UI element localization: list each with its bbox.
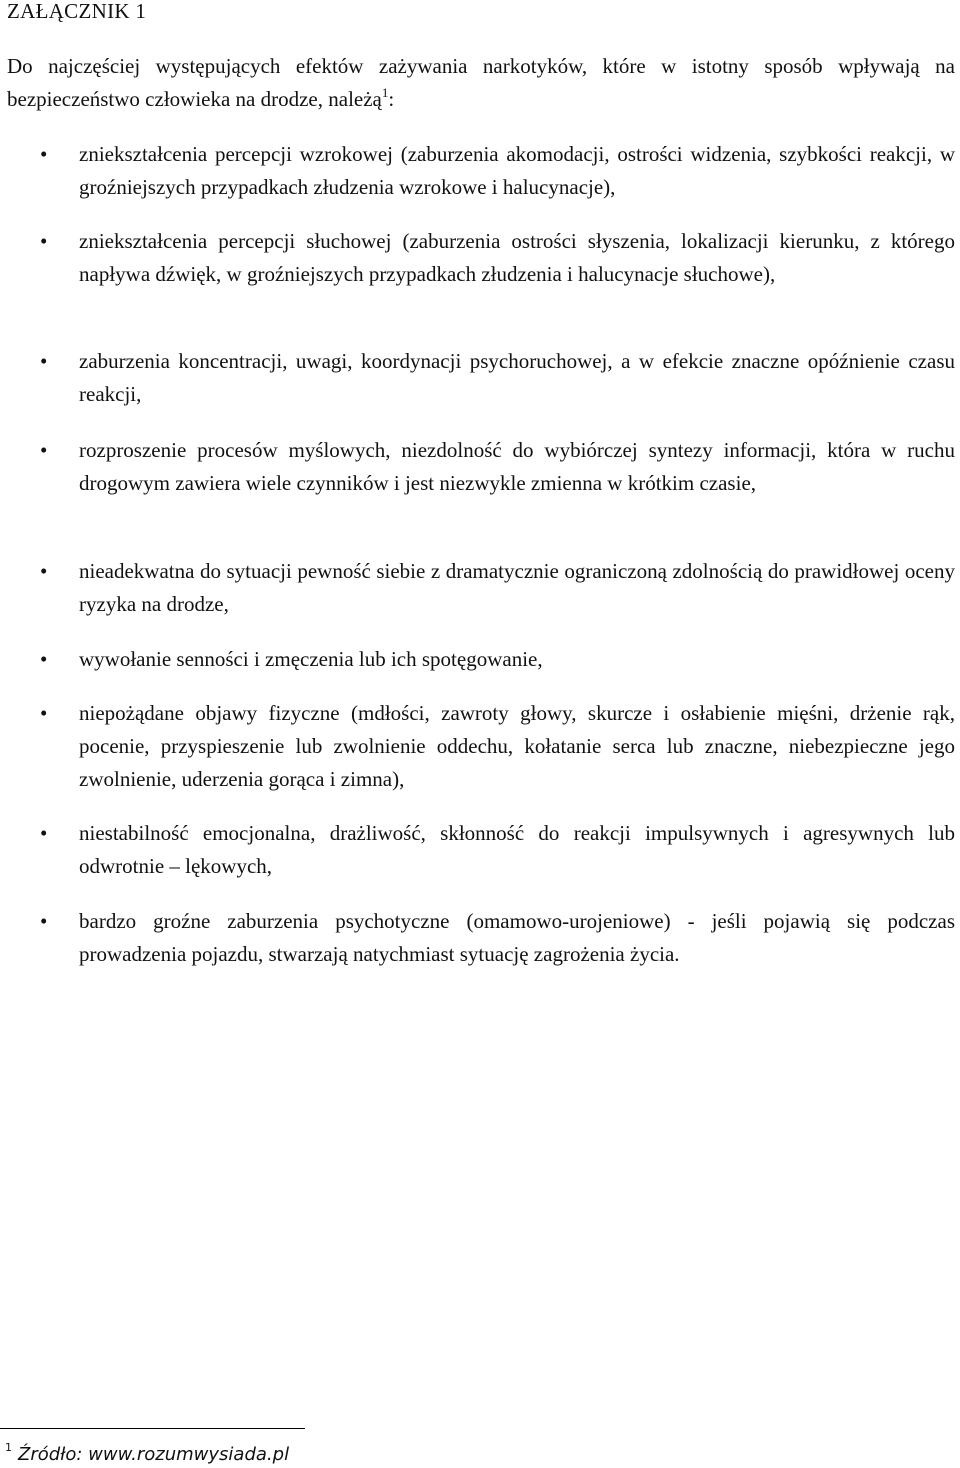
list-item-text: bardzo groźne zaburzenia psychotyczne (omamowo-urojeniowe) - jeśli pojawią się podczas prowadzenia pojazdu, stwarzają natychmiast sytuację zagrożenia życia. (79, 909, 955, 966)
footnote-number: 1 (5, 1441, 12, 1454)
list-item-text: nieadekwatna do sytuacji pewność siebie z dramatycznie ograniczoną zdolnością do prawidłowej oceny ryzyka na drodze, (79, 559, 955, 616)
bullet-icon: • (40, 647, 48, 671)
bullet-icon: • (40, 909, 48, 933)
list-item-text: zniekształcenia percepcji słuchowej (zaburzenia ostrości słyszenia, lokalizacji kierunku, z którego napływa dźwięk, w groźniejszych przypadkach złudzenia i halucynacje słuchowe), (79, 229, 955, 286)
bullet-icon: • (40, 229, 48, 253)
footnote-reference[interactable]: 1 (381, 85, 389, 100)
list-item-text: rozproszenie procesów myślowych, niezdolność do wybiórczej syntezy informacji, która w ruchu drogowym zawiera wiele czynników i jest niezwykle zmienna w krótkim czasie, (79, 438, 955, 495)
bullet-icon: • (40, 559, 48, 583)
footnote-source: Źródło: www.rozumwysiada.pl (18, 1444, 290, 1465)
footnote-separator (0, 1428, 305, 1429)
intro-suffix: : (388, 87, 395, 111)
list-item-text: wywołanie senności i zmęczenia lub ich spotęgowanie, (79, 647, 543, 671)
list-item-text: niepożądane objawy fizyczne (mdłości, zawroty głowy, skurcze i osłabienie mięśni, drżenie rąk, pocenie, przyspieszenie lub zwolnienie oddechu, kołatanie serca lub znaczne, niebezpieczne jego zwolnienie, uderzenia gorąca i zimna), (79, 701, 955, 791)
bullet-icon: • (40, 701, 48, 725)
bullet-icon: • (40, 142, 48, 166)
list-item-text: zaburzenia koncentracji, uwagi, koordynacji psychoruchowej, a w efekcie znaczne opóźnienie czasu reakcji, (79, 349, 955, 406)
list-item-text: niestabilność emocjonalna, drażliwość, skłonność do reakcji impulsywnych i agresywnych lub odwrotnie – lękowych, (79, 821, 955, 878)
footnote (5, 1436, 289, 1467)
intro-paragraph (7, 50, 955, 116)
list-item-text: zniekształcenia percepcji wzrokowej (zaburzenia akomodacji, ostrości widzenia, szybkości reakcji, w groźniejszych przypadkach złudzenia wzrokowe i halucynacje), (79, 142, 955, 199)
bullet-icon: • (40, 821, 48, 845)
intro-text: Do najczęściej występujących efektów zażywania narkotyków, które w istotny sposób wpływają na bezpieczeństwo człowieka na drodze, należą (7, 54, 955, 111)
document-heading: ZAŁĄCZNIK 1 (7, 0, 147, 23)
bullet-icon: • (40, 438, 48, 462)
bullet-icon: • (40, 349, 48, 373)
